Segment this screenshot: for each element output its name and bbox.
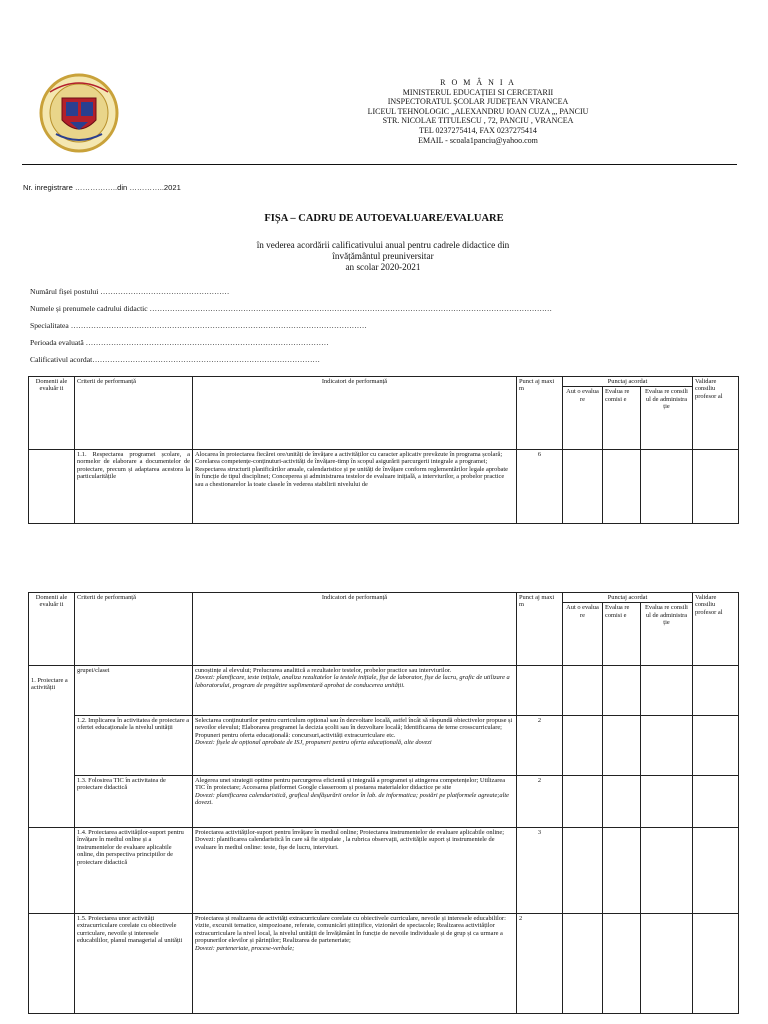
board-eval-cell[interactable] (641, 776, 693, 828)
table-header-row (29, 593, 739, 603)
header-domain: Domenii ale evaluăr ii (29, 377, 75, 450)
evidence-text: Dovezi: planificarea calendaristică, graficul desfășurării orelor în lab. de informatica; postări pe platformele agreate;alte dovezi. (195, 791, 509, 807)
field-teacher-name[interactable]: Numele și prenumele cadrului didactic …………………………………………………………………………………………………………………………………………… (30, 304, 553, 313)
indicators-cell (193, 828, 517, 914)
header-board-evaluation: Evalua re consili ul de administra ție (641, 387, 693, 450)
committee-eval-cell[interactable] (603, 914, 641, 1014)
indicators-text: Proiectarea și realizarea de activități extracurriculare corelate cu obiectivele curriculare, nevoile și interesele educabililor: vizite, excursii tematice, simpozioane, referate, comunicări științifice, vizionări de spectacole; Realizarea activităților extracurriculare la nivel local, la nivelul unității de învățământ în funcție de nevoile individuale și de grup și ca urmare a propunerilor elevilor și părinților; Realizarea de parteneriate; (195, 915, 506, 945)
committee-eval-cell[interactable] (603, 716, 641, 776)
self-eval-cell[interactable] (563, 914, 603, 1014)
indicators-cell (193, 914, 517, 1014)
max-points-cell: 2 (517, 716, 563, 776)
school-logo (36, 72, 122, 154)
indicators-text: Proiectarea activităților-suport pentru învățare în mediul online; Proiectarea instrumentelor de evaluare aplicabile online; (195, 829, 504, 836)
max-points-cell (517, 666, 563, 716)
subtitle-line-2: învățământul preuniversitar (332, 251, 434, 261)
committee-eval-cell[interactable] (603, 450, 641, 524)
country-name: R O M Â N I A (440, 78, 516, 87)
indicators-cell: Alocarea în proiectarea fiecărei ore/unități de învățare a activităților cu caracter aplicativ prevăzute în programa școlară; Corelarea competențe-conținuturi-activități de învățare-timp în scopul asigurării parcurgerii integrale a programei; Respectarea structurii planificărilor anuale, calendaristice și pe unități de învățare conform reglementărilor legale aprobate în funcție de tipul disciplinei; Conceperea și administrarea testelor de evaluare inițială, a interviurilor, a probelor practice sau a chestionarelor la toate clasele în vederea stabilirii nivelului de (193, 450, 517, 524)
field-rating[interactable]: Calificativul acordat……………………………………………………………………………… (30, 355, 321, 364)
evidence-text: Dovezi: planificarea calendaristică în care să fie stipulate , la rubrica observații, activitățile suport și instrumentele de evaluare în mediul online: teste, fișe de lucru, interviuri. (195, 836, 495, 851)
school-address: STR. NICOLAE TITULESCU , 72, PANCIU , VRANCEA (382, 116, 574, 126)
header-max-points: Punct aj maxi m (517, 377, 563, 450)
header-awarded: Punctaj acordat (563, 377, 693, 387)
indicators-cell (193, 666, 517, 716)
evidence-text: Dovezi: planificare, teste inițiale, analiza rezultatelor la testele inițiale, fișe de laborator, fișe de lucru, grafic de utilizare a laboratorului, program de pregătire suplimentară aprobat de conducerea unității. (195, 674, 510, 689)
criteria-cell: 1.3. Folosirea TIC în activitatea de proiectare didactică (75, 776, 193, 828)
header-board-evaluation: Evalua re consili ul de administra ție (641, 603, 693, 666)
max-points-cell: 2 (517, 914, 563, 1014)
committee-eval-cell[interactable] (603, 666, 641, 716)
registration-number: Nr. inregistrare ……………..din …………..2021 (23, 183, 181, 192)
header-self-evaluation: Aut o evalua re (563, 387, 603, 450)
field-evaluated-period[interactable]: Perioada evaluată …………………………………………………………………………………… (30, 338, 329, 347)
self-eval-cell[interactable] (563, 776, 603, 828)
indicators-cell (193, 716, 517, 776)
header-domain: Domenii ale evaluăr ii (29, 593, 75, 666)
validation-cell[interactable] (693, 828, 739, 914)
self-eval-cell[interactable] (563, 716, 603, 776)
validation-cell[interactable] (693, 450, 739, 524)
validation-cell[interactable] (693, 666, 739, 716)
criteria-cell: 1.4. Proiectarea activităților-suport pentru învățare în mediul online și a instrumentelor de evaluare aplicabile online, din perspectiva principiilor de proiectare didactică (75, 828, 193, 914)
indicators-text: Selectarea conținuturilor pentru curriculum opțional sau în dezvoltare locală, astfel încât să răspundă obiectivelor propuse și nevoilor elevului; Elaborarea programei la decizia școlii sau în dezvoltare locală; Identificarea de teme crosscurriculare; Propuneri pentru oferta educațională: concursuri,activități extracurriculare etc. (195, 717, 513, 739)
header-validation: Validare consiliu profesor al (693, 377, 739, 450)
self-eval-cell[interactable] (563, 828, 603, 914)
domain-cell (29, 666, 75, 828)
form-fields (30, 287, 552, 372)
board-eval-cell[interactable] (641, 666, 693, 716)
school-email: EMAIL - scoala1panciu@yahoo.com (418, 135, 538, 145)
ministry-name: MINISTERUL EDUCAȚIEI SI CERCETARII (402, 87, 554, 97)
committee-eval-cell[interactable] (603, 776, 641, 828)
institution-header (300, 78, 656, 145)
indicators-text: Alegerea unei strategii optime pentru parcurgerea eficientă și integrală a programei și atingerea competențelor; Utilizarea TIC în proiectare; Accesarea platformei Google classeroom și postarea materialelor didactice pe site (195, 777, 506, 792)
criteria-cell: 1.1. Respectarea programei școlare, a normelor de elaborare a documentelor de proiectare, precum și adaptarea acestora la particularitățile (75, 450, 193, 524)
school-phone: TEL 0237275414, FAX 0237275414 (419, 125, 537, 135)
evaluation-table-page-1 (28, 376, 739, 524)
subtitle-line-3: an scolar 2020-2021 (345, 262, 421, 272)
indicators-cell (193, 776, 517, 828)
header-indicators: Indicatori de performanță (193, 593, 517, 666)
header-committee-evaluation: Evalua re comisi e (603, 387, 641, 450)
field-specialty[interactable]: Specialitatea ……………………………………………………………………………………………………… (30, 321, 367, 330)
board-eval-cell[interactable] (641, 914, 693, 1014)
criteria-cell: grupei/clasei (75, 666, 193, 716)
domain-cell (29, 914, 75, 1014)
header-validation: Validare consiliu profesor al (693, 593, 739, 666)
table-header-row (29, 377, 739, 387)
self-eval-cell[interactable] (563, 450, 603, 524)
header-indicators: Indicatori de performanță (193, 377, 517, 450)
table-row (29, 776, 739, 828)
header-divider (22, 164, 737, 165)
evidence-text: Dovezi: parteneriate, procese-verbale; (195, 944, 295, 952)
domain-label: 1. Proiectare a activității (31, 677, 68, 692)
max-points-cell: 3 (517, 828, 563, 914)
table-row (29, 828, 739, 914)
header-criteria: Criterii de performanță (75, 593, 193, 666)
subtitle-line-1: în vederea acordării calificativului anual pentru cadrele didactice din (256, 240, 510, 250)
validation-cell[interactable] (693, 776, 739, 828)
document-title: FIȘA – CADRU DE AUTOEVALUARE/EVALUARE (264, 213, 504, 224)
self-eval-cell[interactable] (563, 666, 603, 716)
evidence-text: Dovezi: fișele de opțional aprobate de ISJ, propuneri pentru oferta educațională, alte dovezi (195, 739, 432, 747)
max-points-cell: 6 (517, 450, 563, 524)
validation-cell[interactable] (693, 716, 739, 776)
domain-cell (29, 450, 75, 524)
document-subtitle (200, 240, 566, 273)
table-row (29, 666, 739, 716)
committee-eval-cell[interactable] (603, 828, 641, 914)
board-eval-cell[interactable] (641, 716, 693, 776)
max-points-cell: 2 (517, 776, 563, 828)
header-criteria: Criterii de performanță (75, 377, 193, 450)
board-eval-cell[interactable] (641, 450, 693, 524)
table-row (29, 450, 739, 524)
header-awarded: Punctaj acordat (563, 593, 693, 603)
header-committee-evaluation: Evalua re comisi e (603, 603, 641, 666)
table-row (29, 914, 739, 1014)
header-self-evaluation: Aut o evalua re (563, 603, 603, 666)
evaluation-table-page-2 (28, 592, 739, 1014)
field-post-number[interactable]: Numărul fișei postului …………………………………………… (30, 287, 230, 296)
validation-cell[interactable] (693, 914, 739, 1014)
criteria-cell: 1.2. Implicarea în activitatea de proiectare a ofertei educaționale la nivelul unității (75, 716, 193, 776)
school-name: LICEUL TEHNOLOGIC „ALEXANDRU IOAN CUZA „, PANCIU (367, 106, 589, 116)
domain-cell (29, 828, 75, 914)
criteria-cell: 1.5. Proiectarea unor activități extracurriculare corelate cu obiectivele curriculare, nevoile și interesele educabililor, planul managerial al unității (75, 914, 193, 1014)
table-row (29, 716, 739, 776)
header-max-points: Punct aj maxi m (517, 593, 563, 666)
board-eval-cell[interactable] (641, 828, 693, 914)
inspectorate-name: INSPECTORATUL ȘCOLAR JUDEȚEAN VRANCEA (387, 97, 569, 107)
indicators-text: cunoștințe al elevului; Prelucrarea analitică a rezultatelor testelor, probelor practice sau interviurilor. (195, 667, 452, 674)
